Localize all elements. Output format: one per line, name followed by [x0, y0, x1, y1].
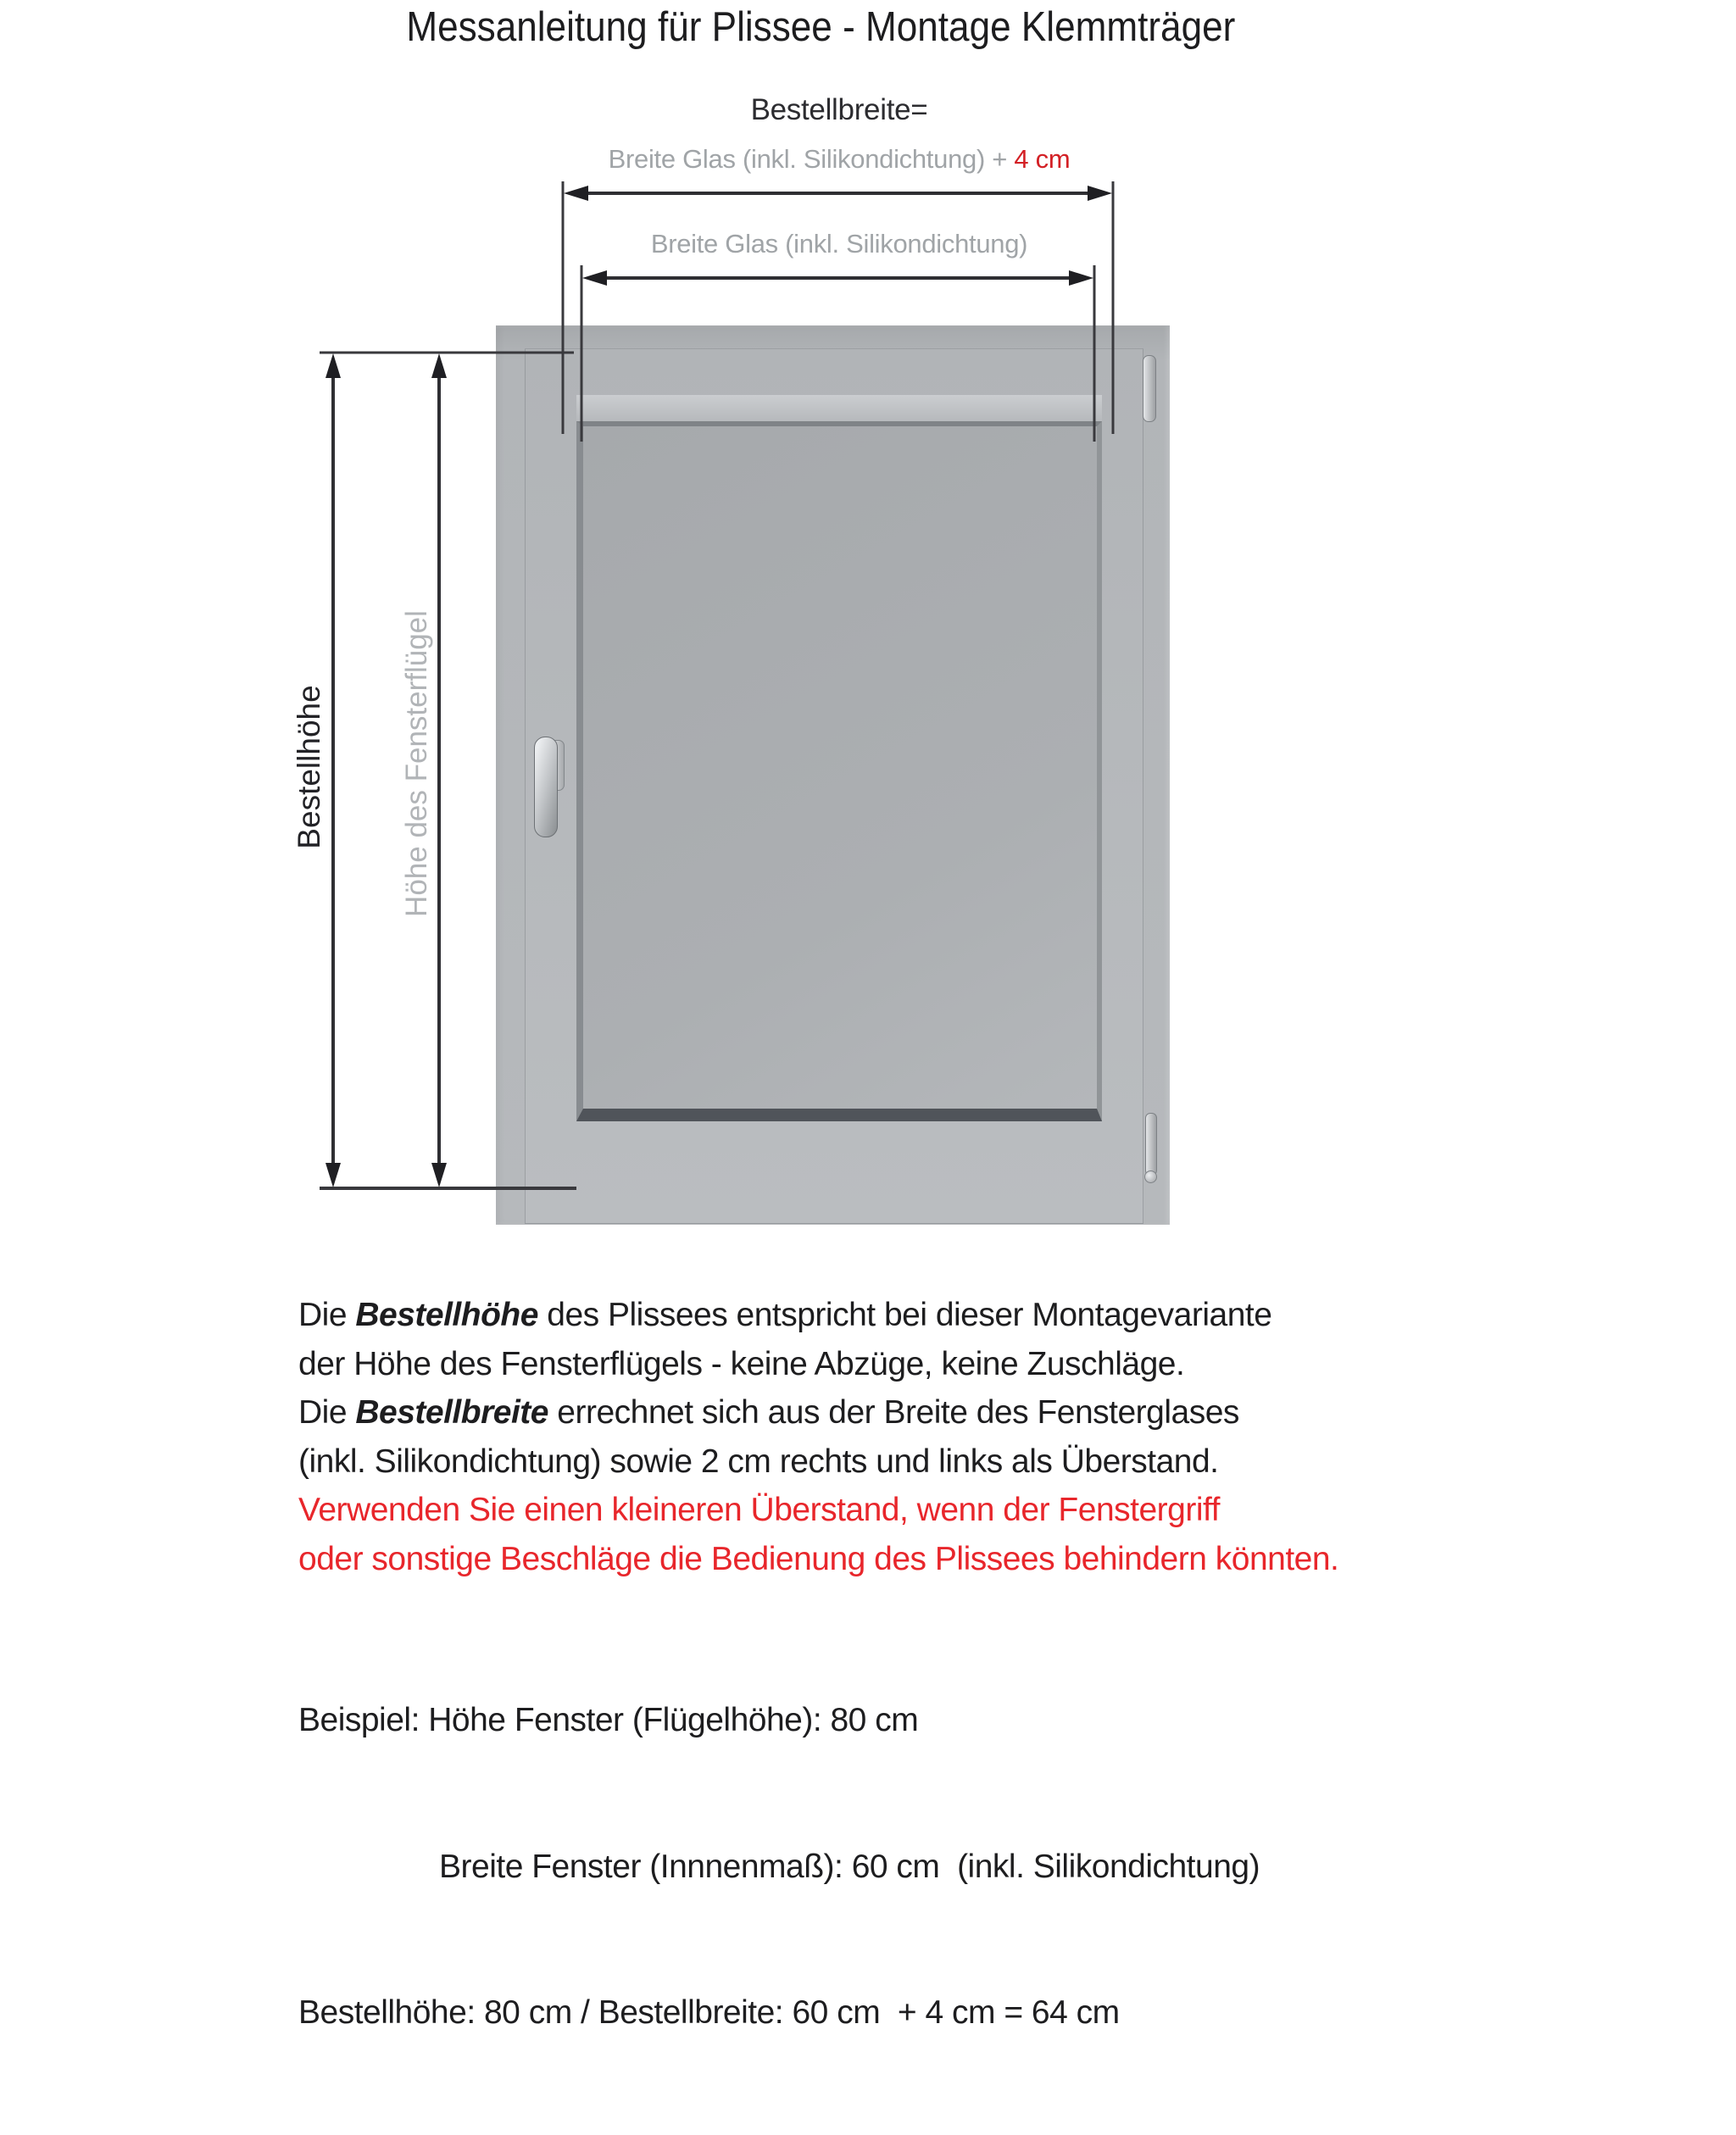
warning-line-2: oder sonstige Beschläge die Bedienung des Plissees behindern könnten. [298, 1540, 1339, 1577]
label-glass-width: Breite Glas (inkl. Silikondichtung) [650, 229, 1028, 259]
label-overhang-value: 4 cm [1014, 144, 1071, 174]
warning-line-1: Verwenden Sie einen kleineren Überstand, wenn der Fenstergriff [298, 1492, 1220, 1528]
label-fluegelhoehe: Höhe des Fensterflügel [400, 610, 433, 917]
label-glass-width-prefix: Breite Glas (inkl. Silikondichtung) + [608, 144, 1015, 174]
explanation-line-1-pre: Die [298, 1297, 356, 1333]
explanation-line-1-post: des Plissees entspricht bei dieser Montagevariante [537, 1297, 1272, 1333]
explanation-line-3-pre: Die [298, 1394, 356, 1431]
explanation-line-3-post: errechnet sich aus der Breite des Fensterglases [548, 1394, 1239, 1431]
label-bestellhoehe: Bestellhöhe [292, 685, 326, 849]
explanation-line-2: der Höhe des Fensterflügels - keine Abzüge, keine Zuschläge. [298, 1345, 1185, 1382]
explanation-line-3-emphasis: Bestellbreite [355, 1394, 548, 1431]
explanation-line-4: (inkl. Silikondichtung) sowie 2 cm rechts und links als Überstand. [298, 1443, 1219, 1480]
explanation-line-1-emphasis: Bestellhöhe [355, 1297, 538, 1333]
example-line-2: Breite Fenster (Innnenmaß): 60 cm (inkl. Silikondichtung) [439, 1848, 1260, 1885]
example-line-3: Bestellhöhe: 80 cm / Bestellbreite: 60 cm + 4 cm = 64 cm [298, 1994, 1120, 2031]
label-bestellbreite: Bestellbreite= [750, 93, 928, 126]
page-title-text: Messanleitung für Plissee - Montage Klemmträger [406, 4, 1235, 50]
example-line-1: Beispiel: Höhe Fenster (Flügelhöhe): 80 cm [298, 1702, 919, 1738]
